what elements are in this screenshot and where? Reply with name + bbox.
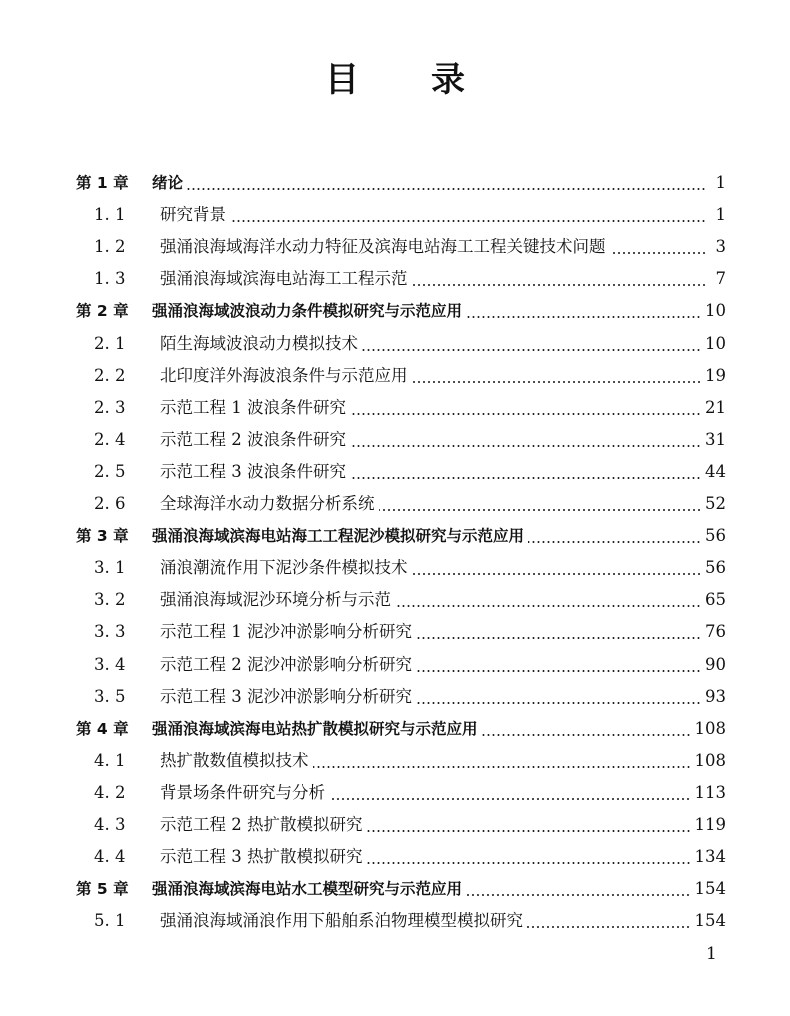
toc-entry-number: 2. 3 [94, 397, 126, 417]
toc-section-entry[interactable] [76, 263, 726, 295]
toc-section-entry[interactable] [76, 777, 726, 809]
toc-entry-page-number: 21 [705, 397, 726, 417]
dot-leader [466, 316, 701, 318]
dot-leader [367, 830, 691, 832]
toc-entry-page-number: 108 [694, 750, 726, 770]
toc-entry-number: 1. 2 [94, 237, 126, 257]
toc-section-entry[interactable] [76, 648, 726, 680]
toc-entry-title: 背景场条件研究与分析 [160, 782, 325, 802]
dot-leader [416, 670, 701, 672]
toc-chapter-entry[interactable] [76, 873, 726, 905]
toc-entry-number: 3. 3 [94, 622, 126, 642]
dot-leader [187, 188, 706, 190]
toc-entry-title: 热扩散数值模拟技术 [160, 750, 309, 770]
toc-entry-page-number: 1 [715, 173, 726, 193]
toc-entry-title: 强涌浪海域海洋水动力特征及滨海电站海工工程关键技术问题 [160, 237, 606, 257]
toc-section-entry[interactable] [76, 681, 726, 713]
toc-entry-number: 第 3 章 [76, 527, 129, 546]
toc-entry-title: 强涌浪海域滨海电站海工工程示范 [160, 269, 408, 289]
toc-entry-number: 第 2 章 [76, 302, 129, 321]
toc-entry-number: 1. 3 [94, 269, 126, 289]
footer-page-number: 1 [706, 944, 717, 964]
toc-entry-page-number: 56 [705, 558, 726, 578]
dot-leader [379, 509, 702, 511]
toc-chapter-entry[interactable] [76, 713, 726, 745]
toc-section-entry[interactable] [76, 392, 726, 424]
toc-entry-page-number: 113 [694, 782, 726, 802]
toc-entry-number: 3. 4 [94, 654, 126, 674]
toc-section-entry[interactable] [76, 231, 726, 263]
toc-section-entry[interactable] [76, 584, 726, 616]
dot-leader [416, 702, 701, 704]
toc-section-entry[interactable] [76, 199, 726, 231]
toc-entry-number: 3. 5 [94, 686, 126, 706]
toc-entry-page-number: 10 [705, 301, 726, 321]
page-title-part-1: 目 [325, 60, 359, 100]
toc-chapter-entry[interactable] [76, 167, 726, 199]
toc-entry-page-number: 44 [705, 461, 726, 481]
toc-entry-page-number: 3 [715, 237, 726, 257]
toc-entry-page-number: 119 [694, 814, 726, 834]
toc-chapter-entry[interactable] [76, 520, 726, 552]
toc-entry-title: 强涌浪海域泥沙环境分析与示范 [160, 590, 391, 610]
toc-entry-title: 示范工程 1 泥沙冲淤影响分析研究 [160, 622, 412, 642]
toc-section-entry[interactable] [76, 424, 726, 456]
dot-leader [350, 477, 701, 479]
toc-entry-page-number: 31 [705, 429, 726, 449]
dot-leader [230, 220, 706, 222]
dot-leader [367, 862, 691, 864]
toc-entry-page-number: 7 [715, 269, 726, 289]
toc-entry-title: 研究背景 [160, 205, 226, 225]
toc-entry-page-number: 1 [715, 205, 726, 225]
toc-entry-number: 4. 1 [94, 750, 126, 770]
dot-leader [466, 894, 690, 896]
toc-entry-title: 示范工程 1 波浪条件研究 [160, 397, 346, 417]
dot-leader [395, 605, 701, 607]
dot-leader [350, 445, 701, 447]
toc-entry-page-number: 56 [705, 526, 726, 546]
dot-leader [350, 413, 701, 415]
toc-entry-number: 5. 1 [94, 911, 126, 931]
toc-entry-page-number: 93 [705, 686, 726, 706]
toc-entry-title: 强涌浪海域滨海电站海工工程泥沙模拟研究与示范应用 [152, 527, 525, 546]
toc-section-entry[interactable] [76, 360, 726, 392]
toc-entry-number: 3. 1 [94, 558, 126, 578]
toc-section-entry[interactable] [76, 616, 726, 648]
toc-entry-page-number: 154 [694, 879, 726, 899]
dot-leader [610, 252, 707, 254]
toc-entry-number: 第 5 章 [76, 880, 129, 899]
dot-leader [528, 541, 701, 543]
toc-entry-title: 示范工程 2 波浪条件研究 [160, 429, 346, 449]
toc-section-entry[interactable] [76, 552, 726, 584]
toc-entry-page-number: 10 [705, 333, 726, 353]
dot-leader [362, 349, 701, 351]
toc-entry-number: 4. 4 [94, 847, 126, 867]
toc-section-entry[interactable] [76, 327, 726, 359]
toc-entry-title: 示范工程 3 泥沙冲淤影响分析研究 [160, 686, 412, 706]
toc-entry-title: 涌浪潮流作用下泥沙条件模拟技术 [160, 558, 408, 578]
toc-entry-title: 北印度洋外海波浪条件与示范应用 [160, 365, 408, 385]
toc-entry-page-number: 108 [694, 718, 726, 738]
toc-entry-page-number: 76 [705, 622, 726, 642]
dot-leader [313, 766, 691, 768]
toc-entry-title: 强涌浪海域波浪动力条件模拟研究与示范应用 [152, 302, 463, 321]
toc-entry-number: 1. 1 [94, 205, 126, 225]
toc-entry-title: 示范工程 3 波浪条件研究 [160, 461, 346, 481]
toc-entry-page-number: 52 [705, 494, 726, 514]
toc-section-entry[interactable] [76, 488, 726, 520]
toc-chapter-entry[interactable] [76, 295, 726, 327]
page-title-part-2: 录 [431, 60, 465, 100]
toc-entry-page-number: 19 [705, 365, 726, 385]
dot-leader [482, 734, 691, 736]
toc-entry-title: 示范工程 2 热扩散模拟研究 [160, 814, 363, 834]
toc-entry-number: 第 1 章 [76, 174, 129, 193]
dot-leader [329, 798, 691, 800]
toc-entry-page-number: 90 [705, 654, 726, 674]
toc-entry-number: 2. 6 [94, 494, 126, 514]
toc-entry-number: 3. 2 [94, 590, 126, 610]
table-of-contents [76, 167, 726, 937]
toc-entry-number: 2. 1 [94, 333, 126, 353]
toc-entry-title: 强涌浪海域涌浪作用下船舶系泊物理模型模拟研究 [160, 911, 523, 931]
toc-entry-number: 第 4 章 [76, 719, 129, 738]
toc-entry-title: 全球海洋水动力数据分析系统 [160, 494, 375, 514]
toc-entry-number: 4. 2 [94, 782, 126, 802]
toc-section-entry[interactable] [76, 456, 726, 488]
toc-entry-title: 强涌浪海域滨海电站水工模型研究与示范应用 [152, 880, 463, 899]
toc-entry-page-number: 65 [705, 590, 726, 610]
dot-leader [527, 926, 691, 928]
dot-leader [412, 284, 707, 286]
toc-entry-title: 示范工程 2 泥沙冲淤影响分析研究 [160, 654, 412, 674]
toc-section-entry[interactable] [76, 841, 726, 873]
toc-entry-title: 绪论 [152, 174, 184, 193]
toc-entry-title: 强涌浪海域滨海电站热扩散模拟研究与示范应用 [152, 719, 478, 738]
toc-entry-title: 陌生海域波浪动力模拟技术 [160, 333, 358, 353]
dot-leader [416, 637, 701, 639]
toc-entry-number: 2. 5 [94, 461, 126, 481]
toc-section-entry[interactable] [76, 809, 726, 841]
toc-section-entry[interactable] [76, 745, 726, 777]
toc-entry-number: 2. 2 [94, 365, 126, 385]
page-title [0, 52, 790, 101]
toc-section-entry[interactable] [76, 905, 726, 937]
dot-leader [412, 573, 702, 575]
toc-entry-title: 示范工程 3 热扩散模拟研究 [160, 847, 363, 867]
toc-entry-page-number: 154 [694, 911, 726, 931]
dot-leader [412, 381, 702, 383]
toc-entry-number: 4. 3 [94, 814, 126, 834]
toc-entry-page-number: 134 [694, 847, 726, 867]
toc-entry-number: 2. 4 [94, 429, 126, 449]
